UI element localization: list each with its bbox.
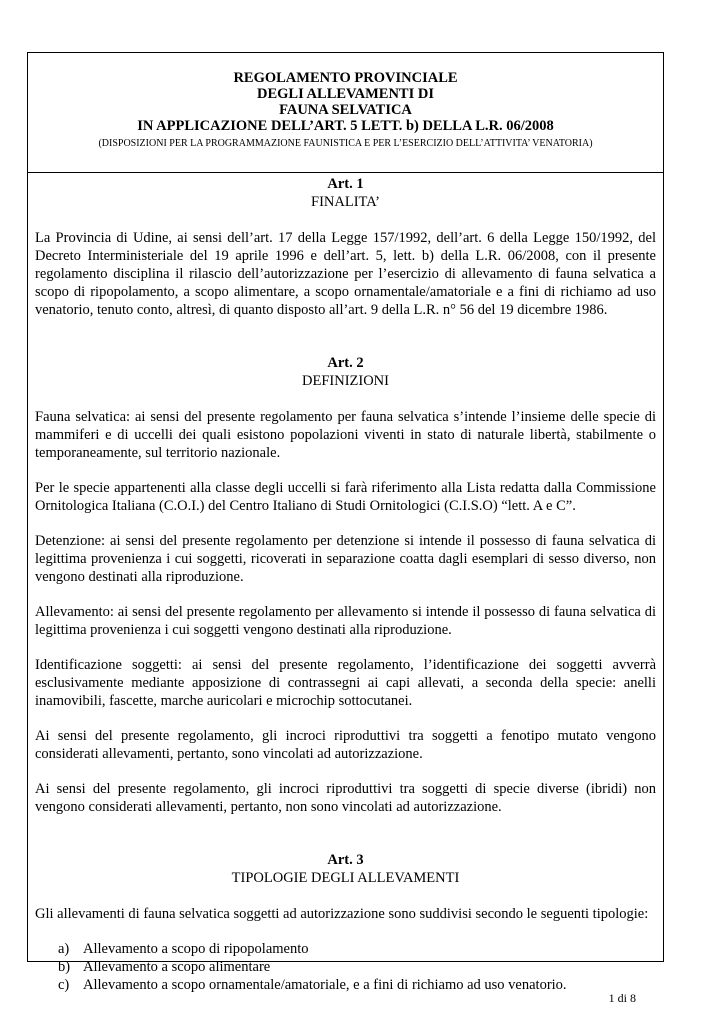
document-frame [27,52,664,993]
article-2-paragraph-6: Ai sensi del presente regolamento, gli incroci riproduttivi tra soggetti a fenotipo mutato vengono considerati allevamenti, pertanto, sono vincolati ad autorizzazione. [35,728,656,762]
article-3-title: TIPOLOGIE DEGLI ALLEVAMENTI [231,870,460,886]
article-3-list [35,940,656,994]
article-1-title: FINALITA’ [311,194,380,210]
list-item [58,940,656,958]
article-2-paragraph-1: Fauna selvatica: ai sensi del presente regolamento per fauna selvatica s’intende l’insieme delle specie di mammiferi e di uccelli dei quali esistono popolazioni viventi in stato di naturale libertà, stabilmente o temporaneamente, sul territorio nazionale. [35,409,656,461]
article-3-paragraph: Gli allevamenti di fauna selvatica soggetti ad autorizzazione sono suddivisi secondo le seguenti tipologie: [35,906,649,922]
document-body [28,173,663,994]
page-number: 1 di 8 [608,991,636,1005]
document-header [28,53,663,173]
article-1-paragraph: La Provincia di Udine, ai sensi dell’art. 17 della Legge 157/1992, dell’art. 6 della Legge 150/1992, del Decreto Interministeriale del 19 aprile 1996 e dell’art. 5, lett. b) della L.R. 06/2008, con il presente regolamento disciplina il rilascio dell’autorizzazione per l’esercizio di allevamento di fauna selvatica a scopo di ripopolamento, a scopo alimentare, a scopo ornamentale/amatoriale e a fini di richiamo ad uso venatorio, tenuto conto, altresì, di quanto disposto all’art. 9 della L.R. n° 56 del 19 dicembre 1986. [35,230,656,318]
list-item [58,976,656,994]
article-2-paragraph-3: Detenzione: ai sensi del presente regolamento per detenzione si intende il possesso di fauna selvatica di legittima provenienza i cui soggetti, ricoverati in separazione coatta dagli esemplari di sesso diverso, non vengono destinati alla riproduzione. [35,533,656,585]
list-item-text: Allevamento a scopo alimentare [83,959,271,975]
article-2-number: Art. 2 [327,355,364,371]
header-title-line-1: REGOLAMENTO PROVINCIALE [233,70,458,86]
list-marker: b) [58,959,71,975]
article-2-title: DEFINIZIONI [302,373,389,389]
article-1-number: Art. 1 [327,176,364,192]
list-marker: c) [58,977,70,993]
list-item-text: Allevamento a scopo di ripopolamento [83,941,309,957]
article-2-paragraph-5: Identificazione soggetti: ai sensi del presente regolamento, l’identificazione dei soggetti avverrà esclusivamente mediante apposizione di contrassegni ai capi allevati, a seconda della specie: anelli inamovibili, fascette, marche auricolari e microchip sottocutanei. [35,657,656,709]
header-subtitle: (DISPOSIZIONI PER LA PROGRAMMAZIONE FAUNISTICA E PER L’ESERCIZIO DELL’ATTIVITA’ VENATORIA) [98,138,593,149]
list-item-text: Allevamento a scopo ornamentale/amatoriale, e a fini di richiamo ad uso venatorio. [83,977,567,993]
article-2-paragraph-7: Ai sensi del presente regolamento, gli incroci riproduttivi tra soggetti di specie diverse (ibridi) non vengono considerati allevamenti, pertanto, non sono vincolati ad autorizzazione. [35,781,656,815]
article-2-paragraph-2: Per le specie appartenenti alla classe degli uccelli si farà riferimento alla Lista redatta dalla Commissione Ornitologica Italiana (C.O.I.) del Centro Italiano di Studi Ornitologici (C.I.S.O) “lett. A e C”. [35,480,656,514]
header-title-line-4: IN APPLICAZIONE DELL’ART. 5 LETT. b) DELLA L.R. 06/2008 [137,118,554,134]
list-marker: a) [58,941,70,957]
header-title-line-3: FAUNA SELVATICA [279,102,412,118]
header-title-line-2: DEGLI ALLEVAMENTI DI [256,86,434,102]
article-3-number: Art. 3 [327,852,364,868]
list-item [58,958,656,976]
article-2-paragraph-4: Allevamento: ai sensi del presente regolamento per allevamento si intende il possesso di fauna selvatica di legittima provenienza i cui soggetti vengono destinati alla riproduzione. [35,604,656,638]
